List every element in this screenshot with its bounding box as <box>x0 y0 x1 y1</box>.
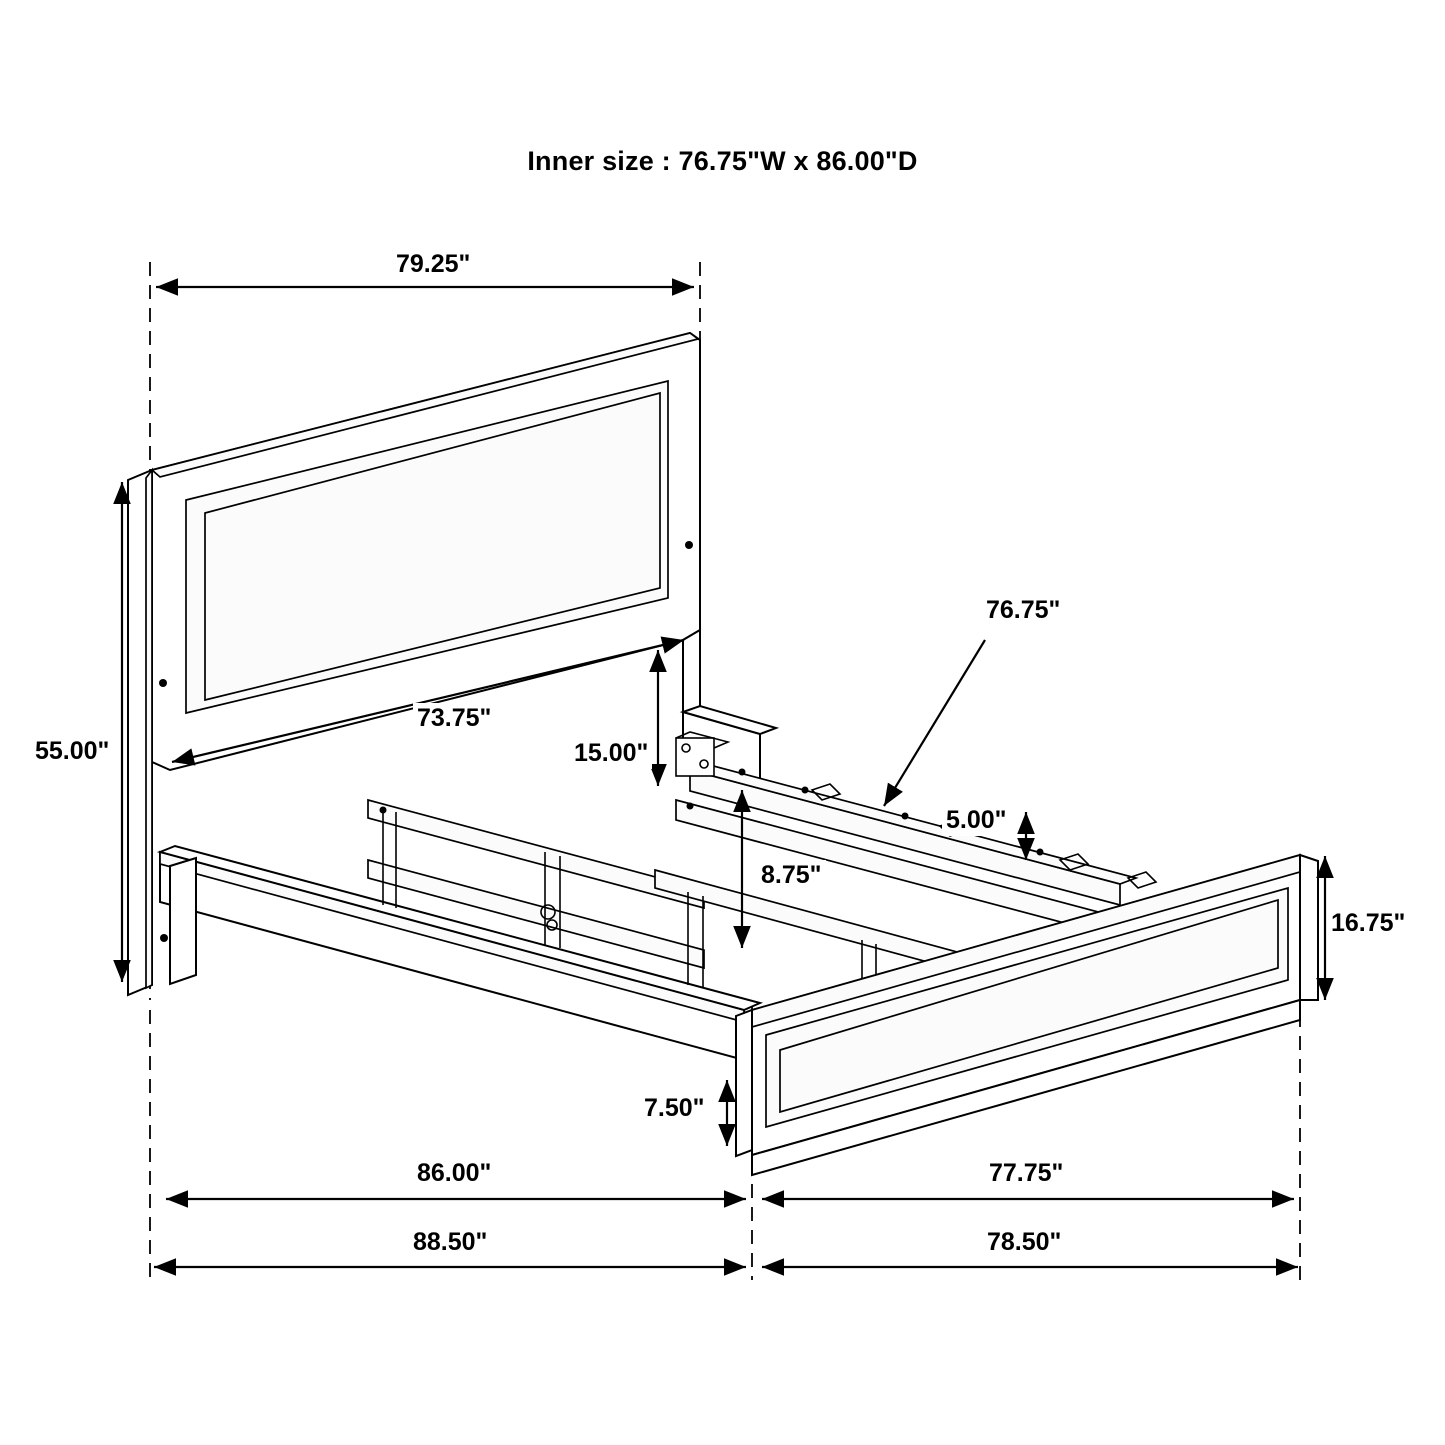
dimension-side-length-inner: 86.00" <box>413 1158 495 1189</box>
dimension-footboard-height: 16.75" <box>1327 908 1409 939</box>
dimension-slat-thickness: 5.00" <box>942 805 1011 836</box>
dimension-headboard-to-rail: 15.00" <box>570 738 652 769</box>
page-title: Inner size : 76.75"W x 86.00"D <box>527 146 918 176</box>
dimension-headboard-height: 55.00" <box>31 736 113 767</box>
dimension-side-length-outer: 88.50" <box>409 1227 491 1258</box>
dimension-foot-width-outer: 78.50" <box>983 1227 1065 1258</box>
dimension-foot-width-inner: 77.75" <box>985 1158 1067 1189</box>
dimension-headboard-panel-width: 73.75" <box>413 703 495 734</box>
dimension-footboard-clearance: 7.50" <box>640 1093 709 1124</box>
dimension-top-width: 79.25" <box>392 249 474 280</box>
dimension-slat-span: 76.75" <box>982 595 1064 626</box>
dimension-rail-inner-height: 8.75" <box>757 860 826 891</box>
